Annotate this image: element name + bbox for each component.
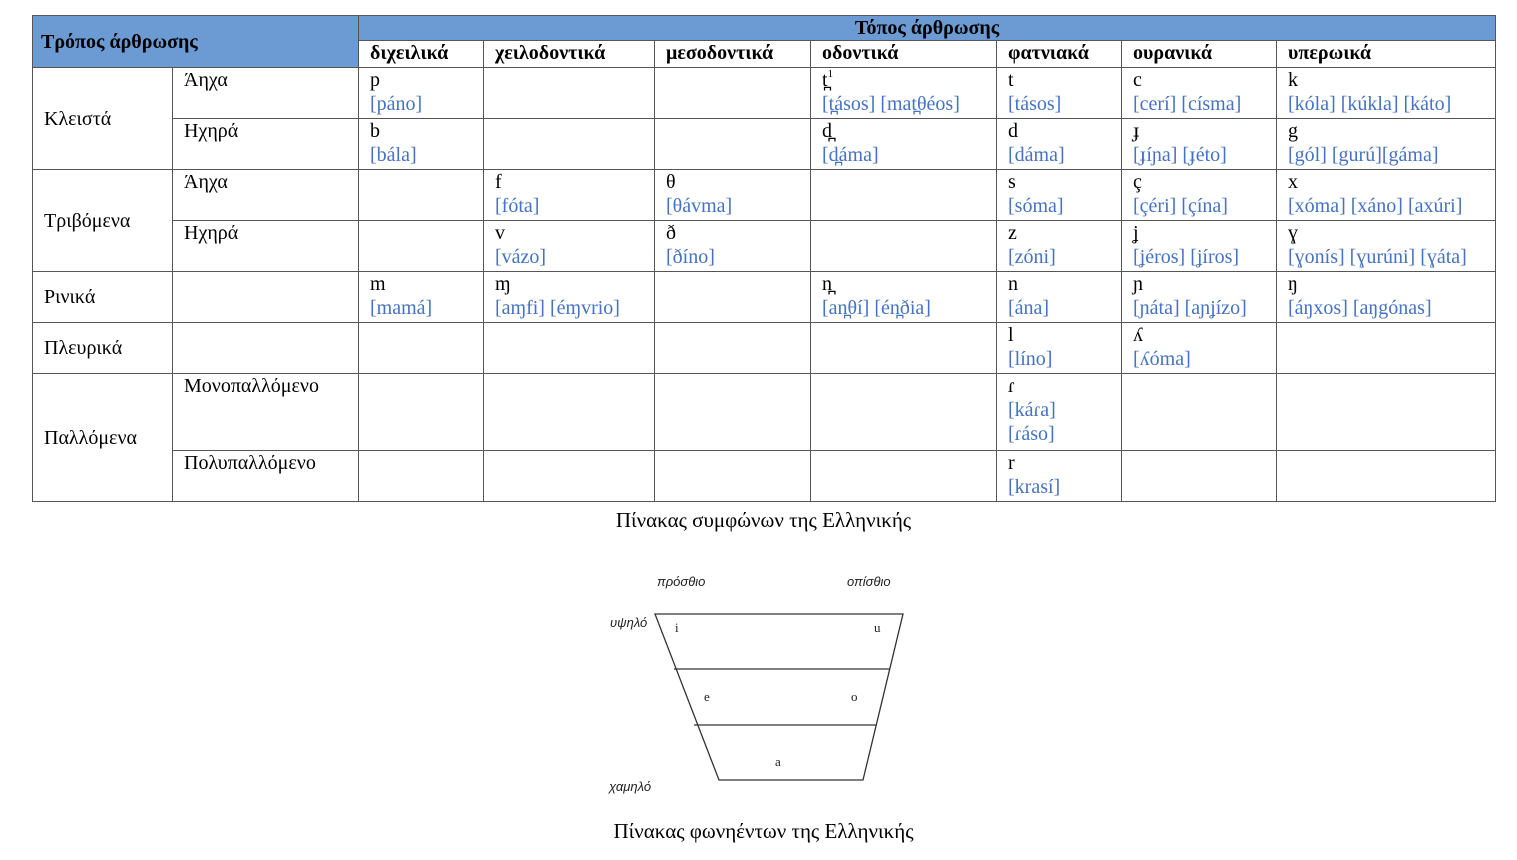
table-cell (359, 170, 484, 221)
group-fricatives: Τριβόμενα (33, 170, 173, 272)
table-row (33, 68, 1496, 119)
table-cell: p [páno] (359, 68, 484, 119)
voicing-label: Άηχα (173, 170, 359, 221)
col-dental: οδοντικά (811, 41, 997, 68)
table-cell: r [krasí] (997, 451, 1122, 502)
table-cell: ɲ [ɲáta] [aɲʝízo] (1122, 272, 1277, 323)
table-cell: x [xóma] [xáno] [axúri] (1277, 170, 1496, 221)
table-cell: ɱ [aɱfi] [éɱvrio] (484, 272, 655, 323)
table-row (33, 221, 1496, 272)
voicing-label: Πολυπαλλόμενο (173, 451, 359, 502)
table-cell: ɣ [ɣonís] [ɣurúni] [ɣáta] (1277, 221, 1496, 272)
table-cell: ð [ðíno] (655, 221, 811, 272)
table-cell: z [zóni] (997, 221, 1122, 272)
table-cell (359, 221, 484, 272)
col-interdental: μεσοδοντικά (655, 41, 811, 68)
voicing-label: Ηχηρά (173, 119, 359, 170)
table-cell: g [gól] [gurú][gáma] (1277, 119, 1496, 170)
low-label: χαμηλό (609, 779, 652, 794)
table-row (33, 374, 1496, 451)
group-nasals: Ρινικά (33, 272, 173, 323)
group-laterals: Πλευρικά (33, 323, 173, 374)
vowel-e: e (704, 689, 710, 704)
table-cell: t [tásos] (997, 68, 1122, 119)
consonant-caption: Πίνακας συμφώνων της Ελληνικής (615, 508, 912, 532)
table-row (33, 323, 1496, 374)
table-cell (811, 323, 997, 374)
vowel-o: o (851, 689, 858, 704)
table-cell: θ [θávma] (655, 170, 811, 221)
col-labiodental: χειλοδοντικά (484, 41, 655, 68)
table-row (33, 119, 1496, 170)
table-cell (655, 374, 811, 451)
table-cell (1122, 374, 1277, 451)
place-header: Τόπος άρθρωσης (359, 16, 1496, 41)
table-cell (811, 374, 997, 451)
voicing-label: Άηχα (173, 68, 359, 119)
table-cell (655, 119, 811, 170)
table-cell (484, 119, 655, 170)
table-cell (1277, 323, 1496, 374)
table-cell (484, 451, 655, 502)
table-cell: d [dáma] (997, 119, 1122, 170)
table-cell (1277, 451, 1496, 502)
table-cell (811, 170, 997, 221)
back-label: οπίσθιο (847, 574, 891, 589)
col-bilabial: διχειλικά (359, 41, 484, 68)
table-cell: ɾ [káɾa] [ɾáso] (997, 374, 1122, 451)
vowel-u: u (874, 620, 881, 635)
table-row (33, 272, 1496, 323)
vowel-trapezoid (600, 565, 920, 795)
voicing-label: Μονοπαλλόμενο (173, 374, 359, 451)
table-cell: m [mamá] (359, 272, 484, 323)
table-cell (359, 451, 484, 502)
table-cell: l [líno] (997, 323, 1122, 374)
table-cell (359, 323, 484, 374)
voicing-label: Ηχηρά (173, 221, 359, 272)
manner-header: Τρόπος άρθρωσης (33, 16, 359, 68)
vowel-i: i (675, 620, 679, 635)
table-cell: k [kóla] [kúkla] [káto] (1277, 68, 1496, 119)
table-cell: s [sóma] (997, 170, 1122, 221)
table-cell: v [vázo] (484, 221, 655, 272)
vowel-caption: Πίνακας φωνηέντων της Ελληνικής (613, 819, 914, 843)
table-cell (359, 374, 484, 451)
table-cell: ʝ [ʝéros] [ʝíros] (1122, 221, 1277, 272)
table-cell (811, 451, 997, 502)
col-velar: υπερωικά (1277, 41, 1496, 68)
group-trills: Παλλόμενα (33, 374, 173, 502)
table-row (33, 451, 1496, 502)
col-alveolar: φατνιακά (997, 41, 1122, 68)
table-cell: f [fóta] (484, 170, 655, 221)
table-cell (655, 68, 811, 119)
table-cell (484, 323, 655, 374)
front-label: πρόσθιο (657, 574, 706, 589)
consonant-table (32, 15, 1496, 502)
high-label: υψηλό (610, 615, 648, 630)
table-cell: t̪$^1$ [t̪ásos] [mat̪θéos] (811, 68, 997, 119)
table-cell: n̪ [an̪θí] [én̪ðia] (811, 272, 997, 323)
table-cell (811, 221, 997, 272)
table-cell: b [bála] (359, 119, 484, 170)
table-cell (655, 323, 811, 374)
table-cell: c [cerí] [císma] (1122, 68, 1277, 119)
table-cell: ʎ [ʎóma] (1122, 323, 1277, 374)
table-cell: d̪ [d̪áma] (811, 119, 997, 170)
group-stops: Κλειστά (33, 68, 173, 170)
col-palatal: ουρανικά (1122, 41, 1277, 68)
footnote-marker: 1 (827, 68, 834, 80)
table-cell (655, 272, 811, 323)
table-cell: ŋ [áŋxos] [aŋgónas] (1277, 272, 1496, 323)
vowel-a: a (775, 754, 781, 769)
table-row (33, 170, 1496, 221)
table-cell (1122, 451, 1277, 502)
table-cell: ç [çéri] [çína] (1122, 170, 1277, 221)
table-cell (484, 68, 655, 119)
table-cell: n [ána] (997, 272, 1122, 323)
table-cell: ɟ [ɟíɲa] [ɟéto] (1122, 119, 1277, 170)
table-cell (1277, 374, 1496, 451)
vowel-chart (600, 565, 920, 795)
table-cell (484, 374, 655, 451)
table-cell (655, 451, 811, 502)
